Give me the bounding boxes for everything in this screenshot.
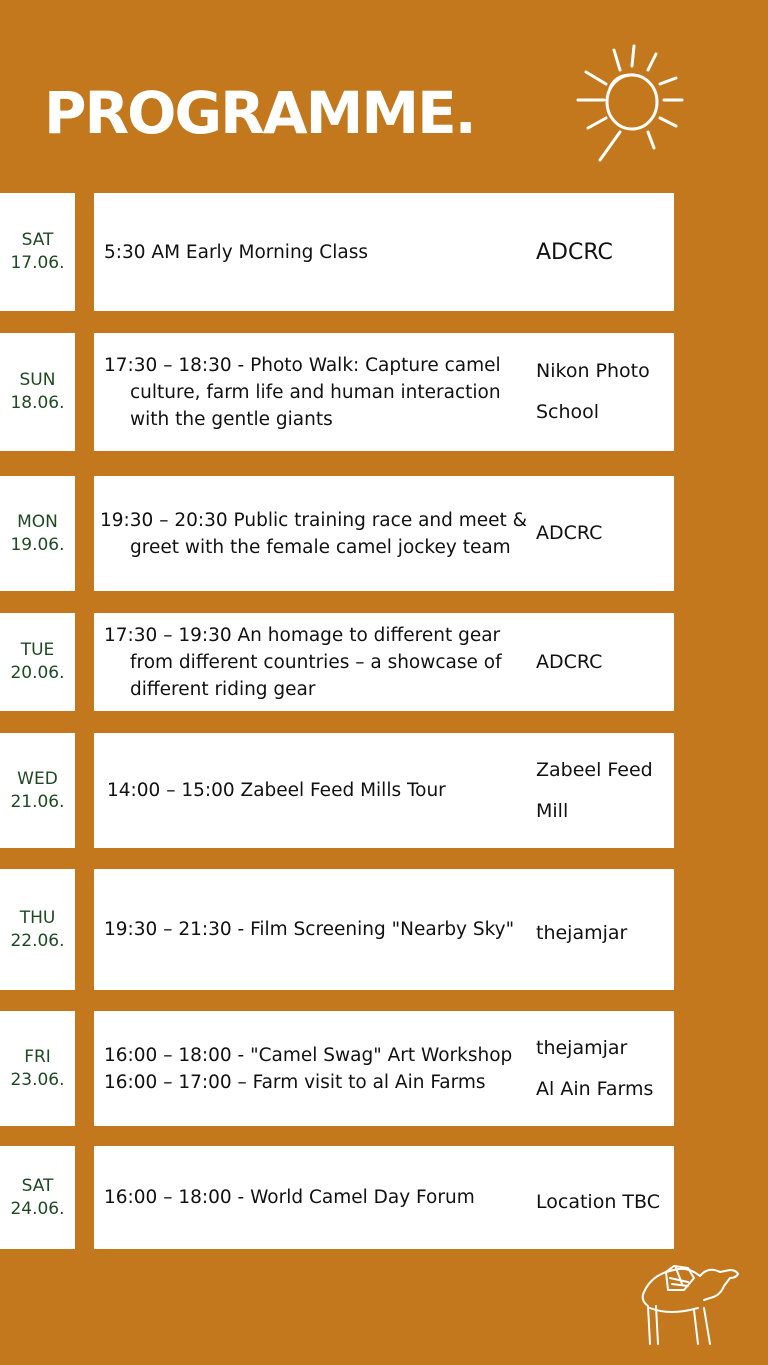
location-line: Al Ain Farms bbox=[536, 1077, 654, 1100]
event-line: 17:30 – 18:30 - Photo Walk: Capture camel bbox=[104, 354, 501, 376]
event-location bbox=[536, 1011, 668, 1126]
event-line: 16:00 – 17:00 – Farm visit to al Ain Farms bbox=[104, 1071, 486, 1093]
event-description bbox=[104, 613, 524, 711]
location-line: ADCRC bbox=[536, 650, 603, 673]
event-line: 16:00 – 18:00 - World Camel Day Forum bbox=[104, 1187, 475, 1208]
event-line: culture, farm life and human interaction bbox=[130, 381, 501, 403]
page-title: PROGRAMME. bbox=[44, 79, 475, 147]
day-label: SAT bbox=[21, 1175, 54, 1196]
camel-icon bbox=[636, 1258, 748, 1348]
date-box bbox=[0, 193, 75, 311]
event-description bbox=[104, 1011, 524, 1126]
event-location bbox=[536, 193, 668, 311]
location-line: Mill bbox=[536, 799, 569, 822]
day-label: THU bbox=[19, 907, 56, 928]
event-location bbox=[536, 733, 668, 848]
location-line: Location TBC bbox=[536, 1191, 660, 1213]
event-line: 14:00 – 15:00 Zabeel Feed Mills Tour bbox=[107, 780, 446, 801]
event-card bbox=[94, 1146, 674, 1249]
date-label: 24.06. bbox=[10, 1198, 65, 1219]
date-label: 20.06. bbox=[10, 663, 65, 683]
event-description bbox=[104, 869, 524, 990]
date-label: 21.06. bbox=[10, 791, 65, 812]
event-line: different riding gear bbox=[130, 678, 316, 700]
date-label: 18.06. bbox=[10, 393, 65, 413]
location-line: ADCRC bbox=[536, 522, 603, 544]
event-line: 19:30 – 21:30 - Film Screening "Nearby Sky" bbox=[104, 919, 515, 940]
date-box bbox=[0, 476, 75, 591]
event-location bbox=[536, 613, 668, 711]
location-line: Nikon Photo bbox=[536, 360, 650, 382]
date-box bbox=[0, 869, 75, 990]
day-label: SAT bbox=[21, 230, 54, 250]
event-card bbox=[94, 869, 674, 990]
event-description bbox=[104, 1146, 524, 1249]
event-line: with the gentle giants bbox=[130, 408, 333, 430]
date-label: 22.06. bbox=[10, 930, 65, 951]
event-line: 19:30 – 20:30 Public training race and meet & bbox=[100, 509, 528, 531]
event-location bbox=[536, 476, 668, 591]
event-location bbox=[536, 1146, 668, 1249]
event-card bbox=[94, 333, 674, 451]
date-box bbox=[0, 613, 75, 711]
event-line: from different countries – a showcase of bbox=[130, 651, 502, 673]
event-line: 5:30 AM Early Morning Class bbox=[104, 241, 368, 263]
event-description bbox=[104, 193, 524, 311]
event-card bbox=[94, 476, 674, 591]
day-label: TUE bbox=[20, 640, 55, 660]
date-box bbox=[0, 733, 75, 848]
location-line: thejamjar bbox=[536, 922, 628, 944]
day-label: FRI bbox=[24, 1046, 51, 1067]
event-location bbox=[536, 869, 668, 990]
event-card bbox=[94, 193, 674, 311]
location-line: Zabeel Feed bbox=[536, 758, 653, 781]
event-card bbox=[94, 613, 674, 711]
event-description bbox=[107, 733, 527, 848]
date-label: 23.06. bbox=[10, 1069, 65, 1090]
date-box bbox=[0, 1011, 75, 1126]
event-line: 17:30 – 19:30 An homage to different gear bbox=[104, 624, 501, 646]
event-card bbox=[94, 733, 674, 848]
event-description bbox=[100, 476, 528, 591]
location-line: thejamjar bbox=[536, 1036, 628, 1059]
event-card bbox=[94, 1011, 674, 1126]
date-box bbox=[0, 333, 75, 451]
location-line: School bbox=[536, 401, 600, 423]
event-line: 16:00 – 18:00 - "Camel Swag" Art Workshop bbox=[104, 1044, 513, 1066]
sun-icon bbox=[570, 40, 690, 165]
event-location bbox=[536, 333, 668, 451]
day-label: MON bbox=[17, 511, 58, 532]
date-box bbox=[0, 1146, 75, 1249]
date-label: 17.06. bbox=[10, 253, 65, 273]
day-label: WED bbox=[17, 768, 58, 789]
day-label: SUN bbox=[19, 370, 56, 390]
location-line: ADCRC bbox=[536, 239, 613, 265]
date-label: 19.06. bbox=[10, 534, 65, 555]
event-line: greet with the female camel jockey team bbox=[130, 536, 511, 558]
event-description bbox=[104, 333, 524, 451]
